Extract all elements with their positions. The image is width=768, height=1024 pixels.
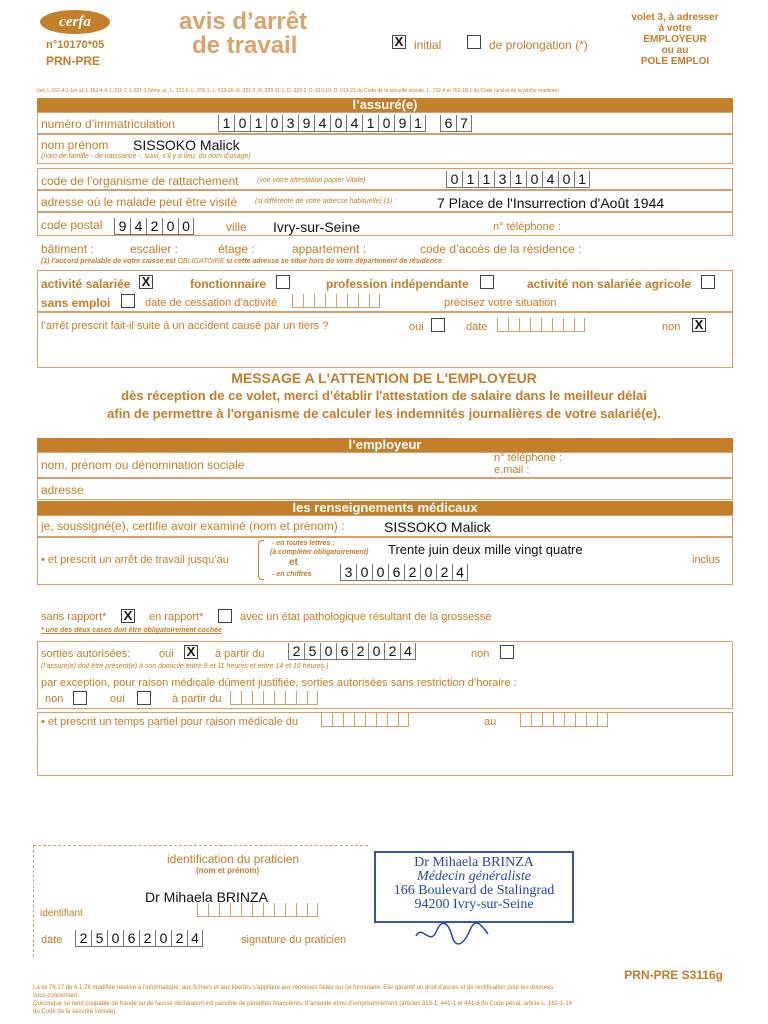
nom-note: (nom de famille - de naissance -, suivi, s’il y a lieu, du nom d’usage): [41, 153, 251, 160]
footer-legal: [33, 984, 733, 1016]
footer-legal-line4: du Code de la sécurité sociale).: [33, 1009, 118, 1015]
doctor-stamp: [374, 851, 574, 923]
praticien-date-digit-7[interactable]: 2: [171, 930, 187, 947]
accident-date-cells[interactable]: [497, 318, 585, 332]
footnote-part3: si cette adresse se situe hors de votre département de résidence: [226, 258, 442, 265]
adresse-footnote: [41, 258, 442, 265]
cp-label: code postal: [41, 218, 103, 232]
signature-label: signature du praticien: [241, 934, 347, 946]
message-line1: dès réception de ce volet, merci d'établir l'attestation de salaire dans le meilleur délai: [121, 388, 647, 403]
adresse-value[interactable]: 7 Place de l'Insurrection d'Août 1944: [437, 195, 665, 211]
stamp-line4: 94200 Ivry-sur-Seine: [414, 897, 534, 912]
organisme-digit-1[interactable]: 0: [446, 171, 462, 188]
immat-digit-13[interactable]: 1: [410, 115, 426, 132]
activite-non-salariee-agricole-label: activité non salariée agricole: [527, 277, 692, 291]
volet-line4: ou au: [661, 45, 689, 56]
immat-digit-11[interactable]: 0: [378, 115, 394, 132]
accident-date-label: date: [466, 321, 488, 333]
exception-non-label: non: [45, 693, 64, 705]
immat-digit-12[interactable]: 9: [394, 115, 410, 132]
une-des-deux-note: * une des deux cases doit être obligatoirement cochée: [41, 627, 222, 634]
fonctionnaire-checkbox[interactable]: [276, 275, 290, 289]
exception-non-checkbox[interactable]: [73, 691, 87, 705]
etage-label: étage :: [218, 242, 255, 256]
footnote-part1: (1) l’accord préalable de votre caisse est: [41, 258, 176, 265]
footnote-part2: OBLIGATOIRE: [177, 258, 225, 265]
prescrit-arret-label: • et prescrit un arrêt de travail jusqu’au: [41, 554, 229, 566]
praticien-date-digit-1[interactable]: 2: [75, 930, 91, 947]
profession-independante-checkbox[interactable]: [480, 275, 494, 289]
sorties-date-digit-8[interactable]: 4: [400, 643, 416, 660]
date-en-lettres[interactable]: Trente juin deux mille vingt quatre: [388, 542, 583, 557]
cp-digit-1[interactable]: 9: [114, 218, 130, 235]
temps-partiel-label: • et prescrit un temps partiel pour raison médicale du: [41, 716, 298, 728]
date-cessation-label: date de cessation d’activité: [145, 297, 278, 309]
sorties-date-digit-5[interactable]: 2: [352, 643, 368, 660]
accident-oui-label: oui: [409, 321, 424, 333]
sans-emploi-label: sans emploi: [41, 296, 111, 310]
organisme-digit-9[interactable]: 1: [574, 171, 590, 188]
immat-key-digit-2[interactable]: 7: [456, 115, 472, 132]
en-rapport-checkbox[interactable]: [218, 609, 232, 623]
sorties-non-label: non: [471, 648, 490, 660]
ville-value[interactable]: Ivry-sur-Seine: [273, 219, 361, 235]
praticien-identifiant-label: identifiant: [40, 908, 83, 919]
immat-digit-10[interactable]: 1: [362, 115, 378, 132]
date-fin-digit-1[interactable]: 3: [340, 564, 356, 581]
adresse-label: adresse où le malade peut être visité: [41, 195, 238, 209]
temps-partiel-du-cells[interactable]: [321, 713, 409, 727]
ville-label: ville: [226, 220, 247, 234]
organisme-digit-6[interactable]: 0: [526, 171, 542, 188]
organisme-digit-8[interactable]: 0: [558, 171, 574, 188]
prolongation-checkbox[interactable]: [467, 35, 481, 49]
sorties-label: sorties autorisées:: [41, 648, 131, 660]
volet-instruction: [610, 12, 740, 67]
sorties-oui-checkbox[interactable]: X: [184, 645, 198, 659]
a-partir-du-label: à partir du: [215, 648, 265, 660]
form-number: n°10170*05: [46, 39, 105, 51]
accident-non-label: non: [662, 321, 681, 333]
praticien-name[interactable]: Dr Mihaela BRINZA: [145, 889, 268, 905]
immat-digit-6[interactable]: 9: [298, 115, 314, 132]
immat-label: numéro d’immatriculation: [41, 117, 176, 131]
a-completer-label: (à compléter obligatoirement): [270, 549, 369, 556]
message-line2: afin de permettre à l'organisme de calculer les indemnités journalières de votre salarié(e).: [107, 406, 661, 421]
organisme-label: code de l’organisme de rattachement: [41, 174, 239, 188]
footer-legal-line2: vous concernant.: [33, 993, 79, 999]
organisme-digit-3[interactable]: 1: [478, 171, 494, 188]
immat-digit-7[interactable]: 4: [314, 115, 330, 132]
praticien-identifiant-cells[interactable]: [197, 903, 318, 917]
section-employeur: l’employeur: [37, 438, 733, 452]
praticien-nom-prenom-label: (nom et prénom): [196, 866, 260, 875]
date-fin-digit-4[interactable]: 6: [388, 564, 404, 581]
certifie-value[interactable]: SISSOKO Malick: [384, 519, 491, 535]
praticien-date-digit-8[interactable]: 4: [187, 930, 203, 947]
profession-independante-label: profession indépendante: [326, 277, 469, 291]
volet-line1: volet 3, à adresser: [631, 12, 719, 23]
sorties-date-digit-7[interactable]: 2: [384, 643, 400, 660]
praticien-date-cells[interactable]: [75, 930, 203, 947]
accident-question: l’arrêt prescrit fait-il suite à un accident causé par un tiers ?: [41, 320, 329, 332]
immat-digit-2[interactable]: 0: [234, 115, 250, 132]
au-label: au: [484, 716, 497, 728]
nom-label: nom prénom: [41, 138, 109, 152]
stamp-line1: Dr Mihaela BRINZA: [414, 855, 534, 870]
precisez-situation-label: précisez votre situation: [444, 297, 557, 309]
appartement-label: appartement :: [292, 242, 367, 256]
footer-code: PRN-PRE S3116g: [624, 968, 723, 982]
sans-emploi-checkbox[interactable]: [121, 294, 135, 308]
praticien-date-digit-6[interactable]: 0: [155, 930, 171, 947]
praticien-date-digit-4[interactable]: 6: [123, 930, 139, 947]
date-fin-digit-3[interactable]: 0: [372, 564, 388, 581]
activite-salariee-label: activité salariée: [41, 277, 131, 291]
date-fin-digit-2[interactable]: 0: [356, 564, 372, 581]
form-title-line2: de travail: [192, 32, 298, 59]
date-fin-digit-6[interactable]: 0: [420, 564, 436, 581]
fonctionnaire-label: fonctionnaire: [190, 277, 267, 291]
employeur-adresse-row: [37, 478, 733, 500]
escalier-label: escalier :: [130, 242, 179, 256]
immat-digit-3[interactable]: 1: [250, 115, 266, 132]
signature-scribble: [412, 918, 492, 946]
date-cessation-cells[interactable]: [292, 294, 380, 308]
sorties-date-cells[interactable]: [288, 643, 416, 660]
code-acces-label: code d’accès de la résidence :: [420, 242, 582, 256]
footer-legal-line3: Quiconque se rend coupable de fraude ou de fausse déclaration est passible de pénalités financières, d’amende et/ou d’emprisonnement (articles 313-1, 441-1 et 441-6 du Code pénal, article L. 162-1-14: [33, 1001, 573, 1007]
legal-references: (art. L.162-4-1-1er al, L.162-4-4, L.315-2, L.321-1-5ème al., L. 323-6, L. 376-1, L. 613-20, R. 321-2, R. 323-11-1, D. 323-2, D. 613-19, D. 613-23 du Code de la sécurité sociale, L. 732-4 et 762-18-1 du Code rural et de la pêche maritime): [37, 88, 559, 94]
employeur-nom-label: nom, prénom ou dénomination sociale: [41, 458, 245, 472]
section-assure: l’assuré(e): [37, 98, 733, 112]
immat-digit-4[interactable]: 0: [266, 115, 282, 132]
bracket: [258, 540, 264, 580]
praticien-date-label: date: [41, 934, 63, 946]
initial-label: initial: [414, 38, 442, 52]
praticien-date-digit-5[interactable]: 2: [139, 930, 155, 947]
organisme-digit-2[interactable]: 1: [462, 171, 478, 188]
employeur-email-label: e.mail :: [494, 464, 530, 476]
nom-value[interactable]: SISSOKO Malick: [133, 137, 240, 153]
initial-checkbox[interactable]: X: [392, 35, 406, 49]
temps-partiel-text: et prescrit un temps partiel pour raison médicale du: [47, 716, 298, 728]
cp-digit-2[interactable]: 4: [130, 218, 146, 235]
cp-digit-3[interactable]: 2: [146, 218, 162, 235]
prolongation-label: de prolongation (*): [489, 38, 588, 52]
date-fin-arret-cells[interactable]: [340, 564, 468, 581]
accident-non-checkbox[interactable]: X: [692, 318, 706, 332]
toutes-lettres-label: - en toutes lettres :: [272, 540, 335, 547]
sorties-date-digit-2[interactable]: 5: [304, 643, 320, 660]
praticien-date-digit-2[interactable]: 5: [91, 930, 107, 947]
volet-line5: POLE EMPLOI: [640, 56, 710, 67]
praticien-ident-title: identification du praticien: [167, 852, 300, 866]
activite-non-salariee-agricole-checkbox[interactable]: [701, 275, 715, 289]
immat-digit-1[interactable]: 1: [218, 115, 234, 132]
sorties-oui-label: oui: [159, 648, 174, 660]
prn-code: PRN-PRE: [46, 54, 101, 68]
cerfa-logo: cerfa: [40, 10, 110, 34]
sans-rapport-label: sans rapport*: [41, 611, 107, 623]
sorties-date-digit-3[interactable]: 0: [320, 643, 336, 660]
exception-label: par exception, pour raison médicale dûment justifiée, sorties autorisées sans restriction d’horaire :: [41, 677, 517, 689]
employeur-telephone-label: n° téléphone :: [494, 452, 563, 464]
organisme-digit-7[interactable]: 4: [542, 171, 558, 188]
cp-digit-4[interactable]: 0: [162, 218, 178, 235]
employeur-adresse-label: adresse: [41, 483, 84, 497]
immat-key-digit-1[interactable]: 6: [440, 115, 456, 132]
immat-digit-9[interactable]: 4: [346, 115, 362, 132]
organisme-digit-5[interactable]: 1: [510, 171, 526, 188]
en-rapport-label: en rapport*: [149, 611, 204, 623]
sorties-date-digit-1[interactable]: 2: [288, 643, 304, 660]
organisme-note: (voir votre attestation papier Vitale): [257, 177, 366, 184]
date-fin-digit-8[interactable]: 4: [452, 564, 468, 581]
activite-salariee-checkbox[interactable]: X: [139, 275, 153, 289]
etat-pathologique-label: avec un état pathologique résultant de la grossesse: [240, 611, 492, 623]
sans-rapport-checkbox[interactable]: X: [121, 609, 135, 623]
stamp-line2: Médecin généraliste: [417, 869, 531, 884]
organisme-digit-4[interactable]: 3: [494, 171, 510, 188]
footer-legal-line1: La loi 78.17 du 6.1.78 modifiée relative à l’informatique, aux fichiers et aux libertés s’applique aux réponses faites sur ce formulaire. Elle garantit un droit d’accès et de rectification pour les données: [33, 985, 554, 991]
sorties-horaire-note: (l’assuré(e) doit être présent(e) à son domicile entre 9 et 11 heures et entre 14 et 16 heures.): [41, 663, 329, 670]
immat-digit-8[interactable]: 0: [330, 115, 346, 132]
temps-partiel-au-cells[interactable]: [520, 713, 608, 727]
section-medical: les renseignements médicaux: [37, 501, 733, 515]
exception-a-partir-du-label: à partir du: [172, 693, 222, 705]
sorties-date-digit-6[interactable]: 0: [368, 643, 384, 660]
immat-key[interactable]: [440, 115, 472, 132]
organisme-digits[interactable]: [446, 171, 590, 188]
sorties-non-checkbox[interactable]: [500, 645, 514, 659]
batiment-label: bâtiment :: [41, 242, 94, 256]
immat-digit-5[interactable]: 3: [282, 115, 298, 132]
sorties-date-digit-4[interactable]: 6: [336, 643, 352, 660]
volet-line2: à votre: [658, 23, 692, 34]
message-title: MESSAGE A L'ATTENTION DE L'EMPLOYEUR: [231, 370, 537, 386]
cp-digits[interactable]: [114, 218, 194, 235]
adresse-note: (si différente de votre adresse habituelle) (1) :: [255, 198, 397, 205]
stamp-line3: 166 Boulevard de Stalingrad: [393, 883, 555, 898]
et-label: et: [289, 557, 298, 568]
praticien-date-digit-3[interactable]: 0: [107, 930, 123, 947]
telephone-label: n° téléphone :: [493, 221, 562, 233]
inclus-label: inclus: [692, 554, 721, 566]
exception-oui-label: oui: [110, 693, 125, 705]
accident-oui-checkbox[interactable]: [431, 318, 445, 332]
volet-line3: EMPLOYEUR: [643, 34, 707, 45]
certifie-label: je, soussigné(e), certifie avoir examiné (nom et prénom) :: [41, 519, 345, 533]
date-fin-digit-7[interactable]: 2: [436, 564, 452, 581]
prescrit-arret-text: et prescrit un arrêt de travail jusqu’au: [47, 554, 229, 566]
immat-digits[interactable]: [218, 115, 426, 132]
date-fin-digit-5[interactable]: 2: [404, 564, 420, 581]
cp-digit-5[interactable]: 0: [178, 218, 194, 235]
form-title-line1: avis d’arrêt: [179, 8, 308, 35]
exception-date-cells[interactable]: [230, 691, 318, 705]
exception-oui-checkbox[interactable]: [137, 691, 151, 705]
en-chiffres-label: - en chiffres: [272, 571, 312, 578]
